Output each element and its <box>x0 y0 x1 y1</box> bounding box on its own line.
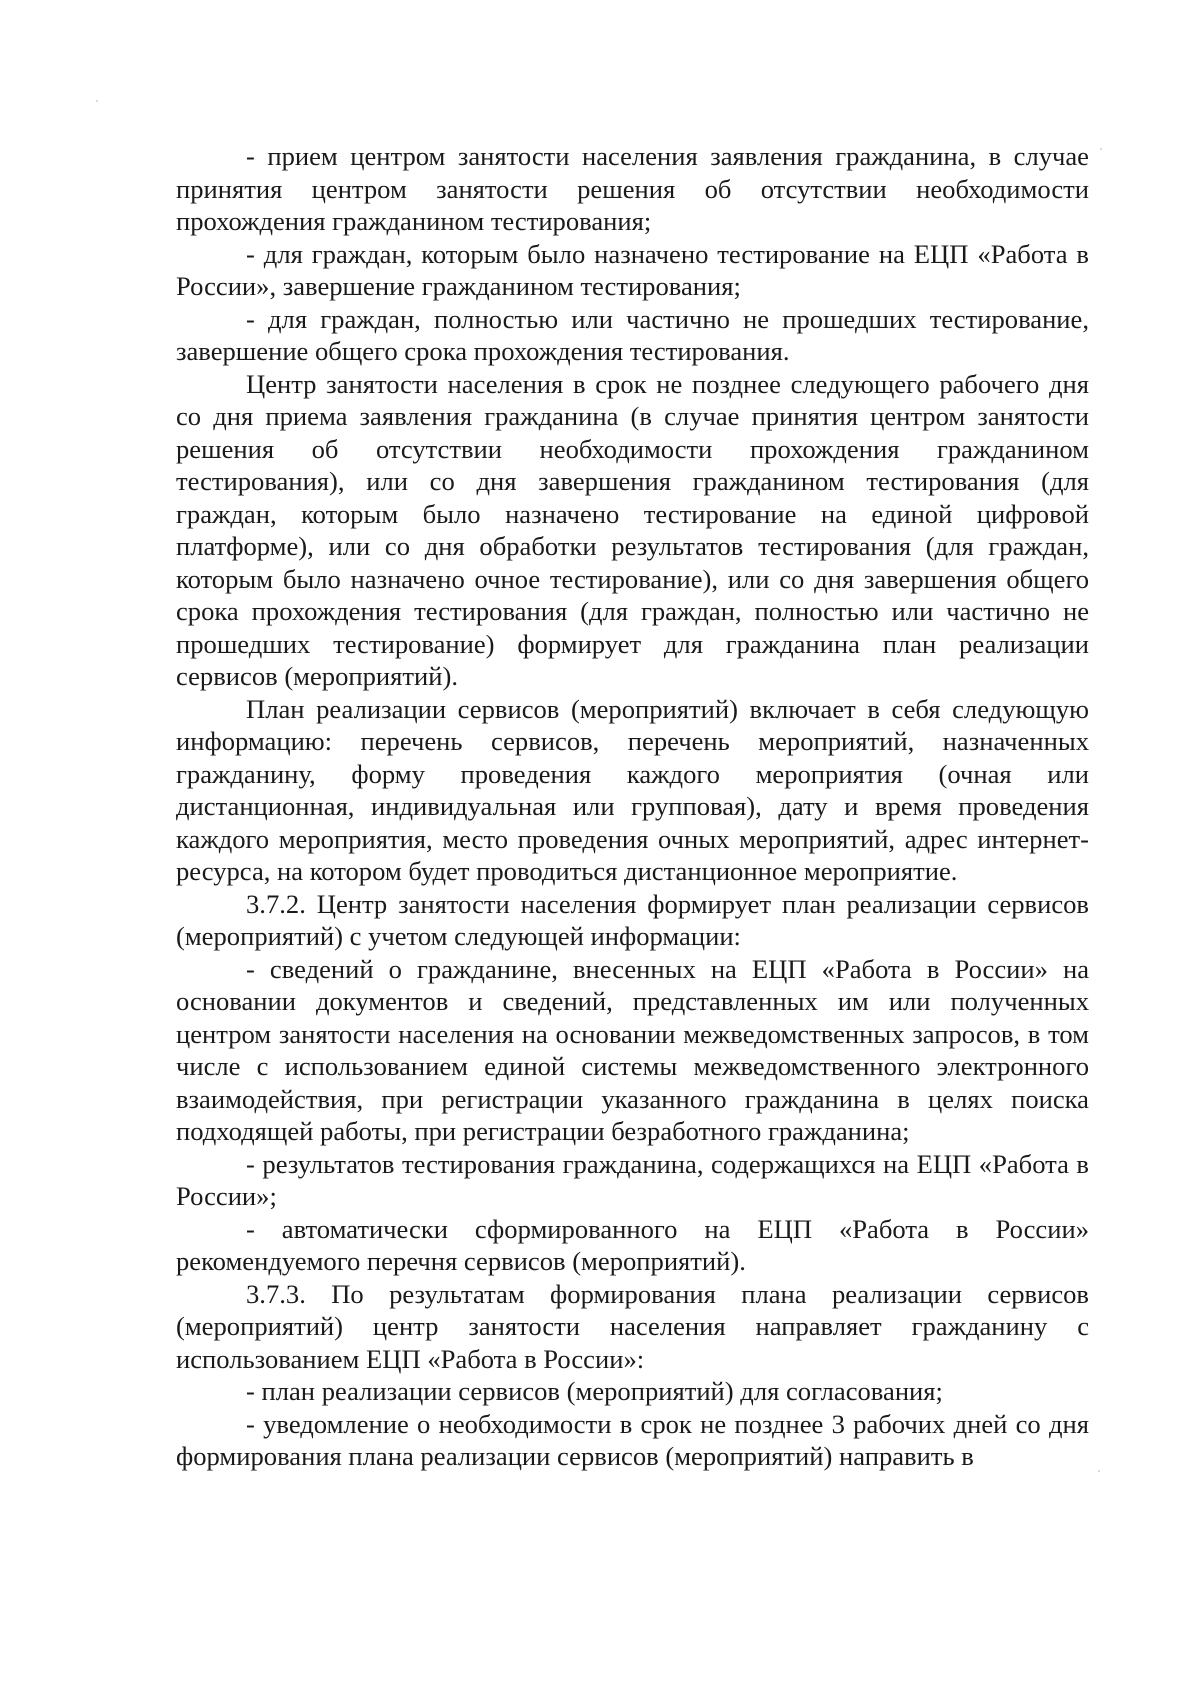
paragraph: - прием центром занятости населения заявления гражданина, в случае принятия центром занятости решения об отсутствии необходимости прохождения гражданином тестирования; <box>176 141 1089 236</box>
paragraph: - автоматически сформированного на ЕЦП «Работа в России» рекомендуемого перечня сервисов (мероприятий). <box>176 1213 1089 1276</box>
paragraph: Центр занятости населения в срок не позднее следующего рабочего дня со дня приема заявления гражданина (в случае принятия центром занятости решения об отсутствии необходимости прохождения гражданином тестирования), или со дня завершения гражданином тестирования (для граждан, которым было назначено тестирование на единой цифровой платформе), или со дня обработки результатов тестирования (для граждан, которым было назначено очное тестирование), или со дня завершения общего срока прохождения тестирования (для граждан, полностью или частично не прошедших тестирование) формирует для гражданина план реализации сервисов (мероприятий). <box>176 368 1089 691</box>
paragraph: - уведомление о необходимости в срок не позднее 3 рабочих дней со дня формирования плана реализации сервисов (мероприятий) направить в <box>176 1408 1089 1471</box>
paragraph: - план реализации сервисов (мероприятий) для согласования; <box>246 1376 943 1406</box>
paragraph: План реализации сервисов (мероприятий) включает в себя следующую информацию: перечень сервисов, перечень мероприятий, назначенных гражданину, форму проведения каждого мероприятия (очная или дистанционная, индивидуальная или групповая), дату и время проведения каждого мероприятия, место проведения очных мероприятий, адрес интернет-ресурса, на котором будет проводиться дистанционное мероприятие. <box>176 693 1089 886</box>
scan-speck <box>1098 1470 1100 1472</box>
paragraph: 3.7.2. Центр занятости населения формирует план реализации сервисов (мероприятий) с учетом следующей информации: <box>176 888 1089 951</box>
paragraph: - для граждан, полностью или частично не прошедших тестирование, завершение общего срока прохождения тестирования. <box>176 303 1089 366</box>
scan-speck <box>96 100 98 102</box>
scan-speck <box>1100 148 1102 150</box>
paragraph: - для граждан, которым было назначено тестирование на ЕЦП «Работа в России», завершение гражданином тестирования; <box>176 238 1089 301</box>
paragraph: - результатов тестирования гражданина, содержащихся на ЕЦП «Работа в России»; <box>176 1148 1089 1211</box>
paragraph: - сведений о гражданине, внесенных на ЕЦП «Работа в России» на основании документов и сведений, представленных им или полученных центром занятости населения на основании межведомственных запросов, в том числе с использованием единой системы межведомственного электронного взаимодействия, при регистрации указанного гражданина в целях поиска подходящей работы, при регистрации безработного гражданина; <box>176 953 1089 1146</box>
paragraph: 3.7.3. По результатам формирования плана реализации сервисов (мероприятий) центр занятости населения направляет гражданину с использованием ЕЦП «Работа в России»: <box>176 1278 1089 1374</box>
document-body <box>176 140 1089 1473</box>
